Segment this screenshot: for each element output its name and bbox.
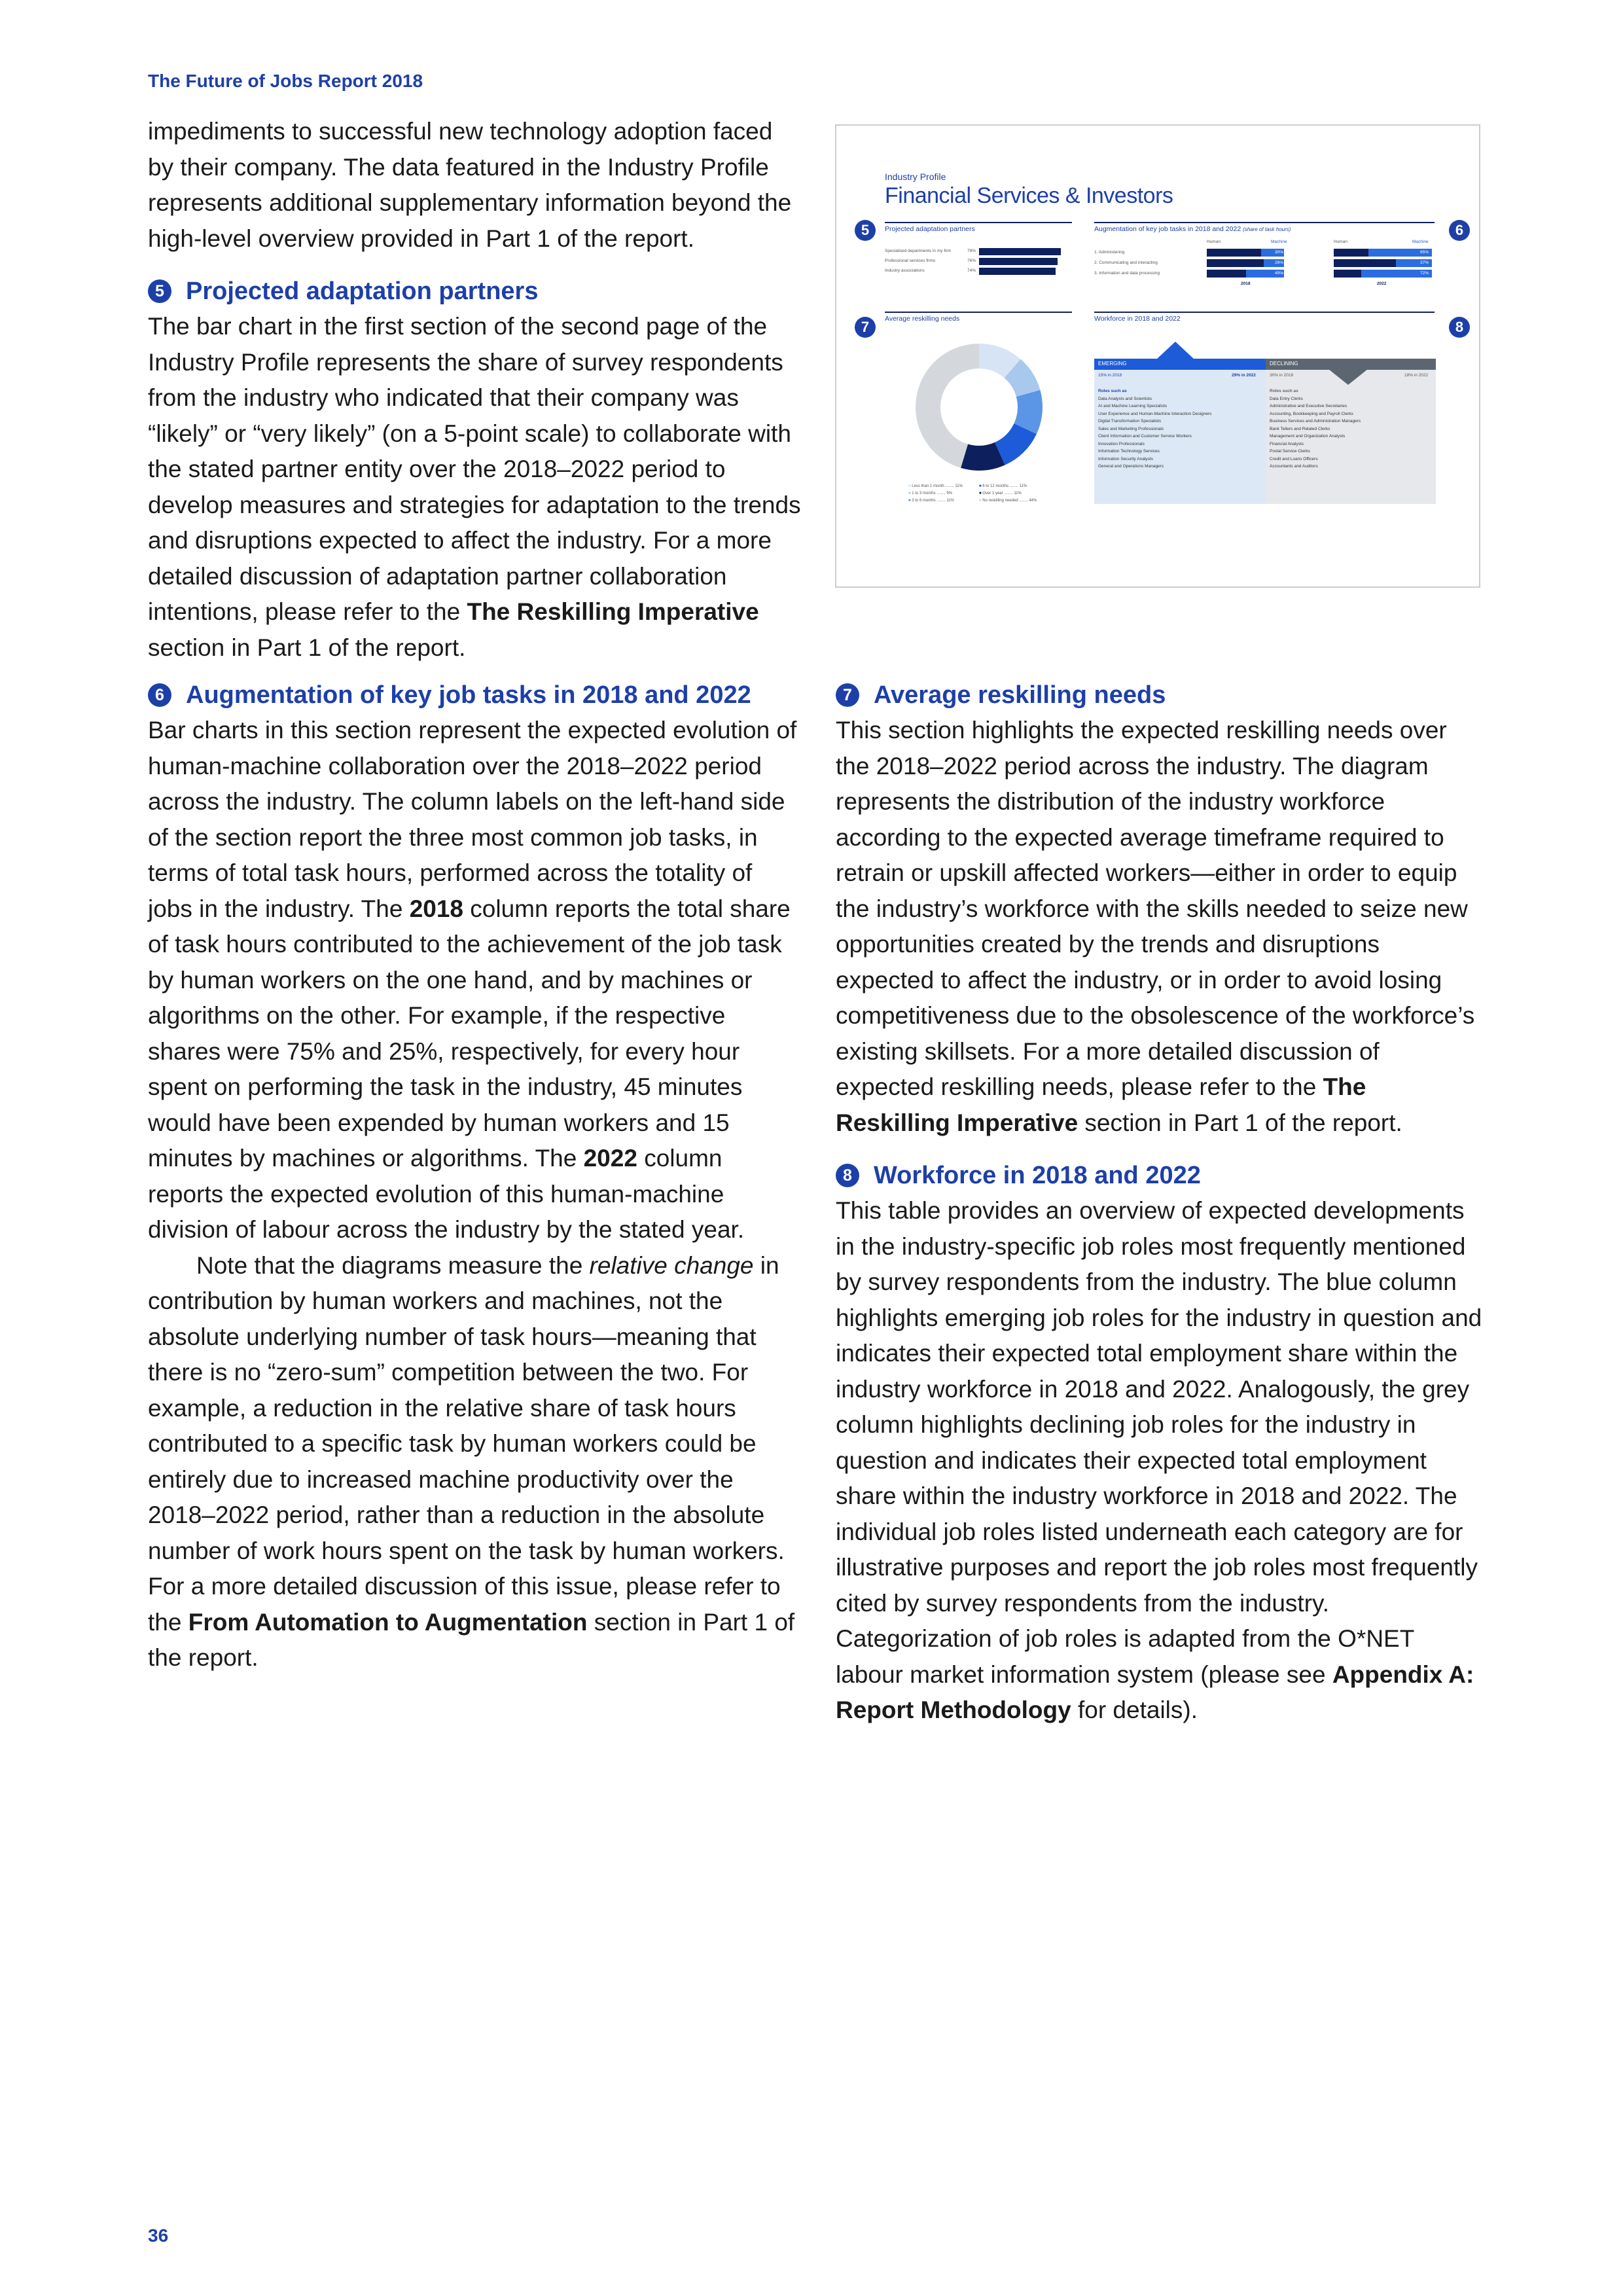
legend-item: ■ 3 to 6 months ........ 11%: [908, 499, 954, 503]
section-5-heading: [148, 274, 802, 309]
emerging-role: User Experience and Human-Machine Interaction Designers: [1098, 411, 1212, 416]
section-6-paragraph-2: Note that the diagrams measure the relative change in contribution by human workers and machines, not the absolute underlying number of task hours—meaning that there is no “zero-sum” competition between the two. For example, a reduction in the relative share of task hours contributed to a specific task by human workers could be entirely due to increased machine productivity over the 2018–2022 period, rather than a reduction in the absolute number of work hours spent on the task by human workers. For a more detailed discussion of this issue, please refer to the From Automation to Augmentation section in Part 1 of the report.: [148, 1251, 795, 1671]
adaptation-row-pct: 76%: [967, 259, 976, 263]
declining-role: Management and Organization Analysts: [1270, 434, 1346, 439]
declining-share-2018: 30% in 2018: [1270, 373, 1294, 378]
thumb-badge-5: 5: [855, 220, 876, 241]
aug-machine-pct: 30%: [1275, 250, 1284, 255]
declining-role: Financial Analysts: [1270, 441, 1304, 446]
declining-role: Accountants and Auditors: [1270, 464, 1318, 469]
left-column-top: [148, 114, 802, 666]
section-7-body: This section highlights the expected reskilling needs over the 2018–2022 period across the industry. The diagram represents the distribution of the industry workforce according to the expected average timeframe required to retrain or upskill affected workers—either in order to equip the industry’s workforce with the skills needed to seize new opportunities created by the trends and disruptions expected to affect the industry, or in order to avoid losing competitiveness due to the obsolescence of the workforce’s existing skillsets. For a more detailed discussion of expected reskilling needs, please refer to the The Reskilling Imperative section in Part 1 of the report.: [836, 717, 1475, 1136]
reskilling-donut-chart: [914, 342, 1044, 473]
declining-role: Postal Service Clerks: [1270, 449, 1310, 454]
emerging-role: Sales and Marketing Professionals: [1098, 426, 1164, 431]
aug-task-name: 3. Information and data processing: [1094, 271, 1160, 276]
thumb-reskilling-label: Average reskilling needs: [885, 315, 960, 323]
section-7-heading: [836, 677, 1484, 713]
thumb-rule: [885, 222, 1072, 223]
section-8-heading: [836, 1158, 1484, 1193]
industry-profile-thumbnail: [835, 124, 1480, 588]
thumb-badge-7: 7: [855, 317, 876, 338]
legend-item: ■ 1 to 3 months ........ 9%: [908, 492, 952, 495]
emerging-arrow-icon: [1156, 342, 1195, 360]
emerging-role: Client Information and Customer Service Workers: [1098, 434, 1192, 439]
section-6-heading: [148, 677, 802, 713]
thumb-adaptation-label: Projected adaptation partners: [885, 225, 975, 233]
section-6-paragraph-1: Bar charts in this section represent the expected evolution of human-machine collaboration over the 2018–2022 period across the industry. The column labels on the left-hand side of the section report the three most common job tasks, in terms of total task hours, performed across the totality of jobs in the industry. The 2018 column reports the total share of task hours contributed to the achievement of the job task by human workers on the one hand, and by machines or algorithms on the other. For example, if the respective shares were 75% and 25%, respectively, for every hour spent on performing the task in the industry, 45 minutes would have been expended by human workers and 15 minutes by machines or algorithms. The 2022 column reports the expected evolution of this human-machine division of labour across the industry by the stated year.: [148, 717, 797, 1243]
emerging-role: Data Analysts and Scientists: [1098, 396, 1152, 401]
emerging-share-2018: 15% in 2018: [1098, 373, 1122, 378]
aug-bar-2018: [1207, 249, 1284, 257]
intro-paragraph: impediments to successful new technology adoption faced by their company. The data featured in the Industry Profile represents additional supplementary information beyond the high-level overview provided in Part 1 of the report.: [148, 118, 792, 252]
adaptation-row-pct: 74%: [967, 268, 976, 273]
thumb-augmentation-label: Augmentation of key job tasks in 2018 and 2022 (share of task hours): [1094, 225, 1291, 233]
aug-bar-2022: [1334, 259, 1432, 267]
aug-machine-pct: 49%: [1275, 271, 1284, 276]
adaptation-bar: [979, 258, 1058, 265]
aug-col-header: Human: [1207, 240, 1221, 244]
legend-item: ■ 6 to 12 months ........ 11%: [979, 484, 1027, 488]
aug-task-name: 2. Communicating and interacting: [1094, 260, 1158, 265]
emerging-role: Information Security Analysts: [1098, 456, 1153, 461]
emerging-role: AI and Machine Learning Specialists: [1098, 404, 1168, 408]
adaptation-row-name: Industry associations: [885, 268, 925, 273]
emerging-roles-list: Roles such as Data Analysts and Scientists AI and Machine Learning Specialists User Experience and Human-Machine Interaction Designers Digital Transformation Specialists Sales and Marketing Professionals Client Information and Customer Service Workers Innovation Professionals Information Technology Services Information Security Analysts General and Operations Managers: [1098, 387, 1211, 471]
aug-bar-2018: [1207, 259, 1284, 267]
declining-role: Accounting, Bookkeeping and Payroll Clerks: [1270, 411, 1353, 416]
emerging-role: General and Operations Managers: [1098, 464, 1164, 469]
aug-machine-pct: 65%: [1420, 250, 1429, 255]
left-column-bottom: [148, 677, 802, 1676]
declining-arrow-icon: [1329, 369, 1368, 385]
thumb-kicker: Industry Profile: [885, 171, 946, 182]
aug-year-label: 2022: [1377, 281, 1387, 286]
section-7-title: Average reskilling needs: [874, 681, 1166, 709]
aug-machine-pct: 72%: [1420, 271, 1429, 276]
declining-role: Business Services and Administration Managers: [1270, 419, 1361, 423]
thumb-rule: [885, 312, 1072, 313]
legend-item: ■ Less than 1 month ........ 11%: [908, 484, 963, 488]
aug-machine-pct: 37%: [1420, 260, 1429, 265]
legend-item: ■ No reskilling needed ........ 44%: [979, 499, 1037, 503]
thumb-badge-6: 6: [1449, 220, 1470, 241]
section-5-badge: 5: [148, 279, 171, 303]
running-header: The Future of Jobs Report 2018: [148, 71, 423, 91]
aug-col-header: Machine: [1412, 240, 1429, 244]
emerging-share-2022: 29% in 2022: [1232, 373, 1256, 378]
adaptation-bar: [979, 268, 1056, 275]
thumb-title: Financial Services & Investors: [885, 183, 1173, 208]
page-number: 36: [148, 2225, 169, 2246]
aug-bar-2022: [1334, 270, 1432, 278]
thumb-rule: [1094, 222, 1435, 223]
declining-role: Data Entry Clerks: [1270, 396, 1303, 401]
aug-bar-2018: [1207, 270, 1284, 278]
thumb-workforce-label: Workforce in 2018 and 2022: [1094, 315, 1181, 323]
section-8-title: Workforce in 2018 and 2022: [874, 1162, 1201, 1189]
legend-item: ■ Over 1 year ........ 11%: [979, 492, 1022, 495]
section-8-body: This table provides an overview of expected developments in the industry-specific job roles most frequently mentioned by survey respondents from the industry. The blue column highlights emerging job roles for the industry in question and indicates their expected total employment share within the industry workforce in 2018 and 2022. Analogously, the grey column highlights declining job roles for the industry in question and indicates their expected total employment share within the industry workforce in 2018 and 2022. The individual job roles listed underneath each category are for illustrative purposes and report the job roles most frequently cited by survey respondents from the industry. Categorization of job roles is adapted from the O*NET labour market information system (please see Appendix A: Report Methodology for details).: [836, 1197, 1482, 1723]
section-7-badge: 7: [836, 683, 859, 707]
adaptation-row-name: Specialised departments in my firm: [885, 249, 952, 253]
section-5-title: Projected adaptation partners: [186, 278, 539, 305]
adaptation-row-name: Professional services firms: [885, 259, 936, 263]
thumb-badge-8: 8: [1449, 317, 1470, 338]
emerging-role: Information Technology Services: [1098, 449, 1160, 454]
adaptation-row-pct: 79%: [967, 249, 976, 253]
section-6-title: Augmentation of key job tasks in 2018 and 2022: [186, 681, 751, 709]
section-5-body: The bar chart in the first section of the second page of the Industry Profile represents the share of survey respondents from the industry who indicated that their company was “likely” or “very likely” (on a 5-point scale) to collaborate with the stated partner entity over the 2018–2022 period to develop measures and strategies for adaptation to the trends and disruptions expected to affect the industry. For a more detailed discussion of adaptation partner collaboration intentions, please refer to the The Reskilling Imperative section in Part 1 of the report.: [148, 313, 801, 661]
declining-role: Administrative and Executive Secretaries: [1270, 404, 1347, 408]
declining-role: Credit and Loans Officers: [1270, 456, 1318, 461]
thumb-rule: [1094, 312, 1435, 313]
reskilling-legend-col-1: [908, 483, 963, 505]
emerging-header: EMERGING: [1094, 359, 1266, 370]
aug-col-header: Machine: [1271, 240, 1287, 244]
reskilling-legend-col-2: [979, 483, 1037, 505]
aug-task-name: 1. Administering: [1094, 250, 1125, 255]
declining-share-2022: 18% in 2022: [1404, 373, 1429, 378]
emerging-role: Innovation Professionals: [1098, 441, 1145, 446]
declining-role: Bank Tellers and Related Clerks: [1270, 426, 1330, 431]
aug-machine-pct: 26%: [1275, 260, 1284, 265]
section-6-badge: 6: [148, 683, 171, 707]
right-column-bottom: [836, 677, 1484, 1729]
aug-bar-2022: [1334, 249, 1432, 257]
emerging-role: Digital Transformation Specialists: [1098, 419, 1162, 423]
declining-roles-list: Roles such as Data Entry Clerks Administrative and Executive Secretaries Accounting, Bookkeeping and Payroll Clerks Business Services and Administration Managers Bank Tellers and Related Clerks Management and Organization Analysts Financial Analysts Postal Service Clerks Credit and Loans Officers Accountants and Auditors: [1270, 387, 1361, 471]
aug-year-label: 2018: [1241, 281, 1251, 286]
adaptation-bar: [979, 248, 1061, 255]
aug-col-header: Human: [1334, 240, 1347, 244]
declining-header: DECLINING: [1266, 359, 1436, 370]
section-8-badge: 8: [836, 1164, 859, 1187]
